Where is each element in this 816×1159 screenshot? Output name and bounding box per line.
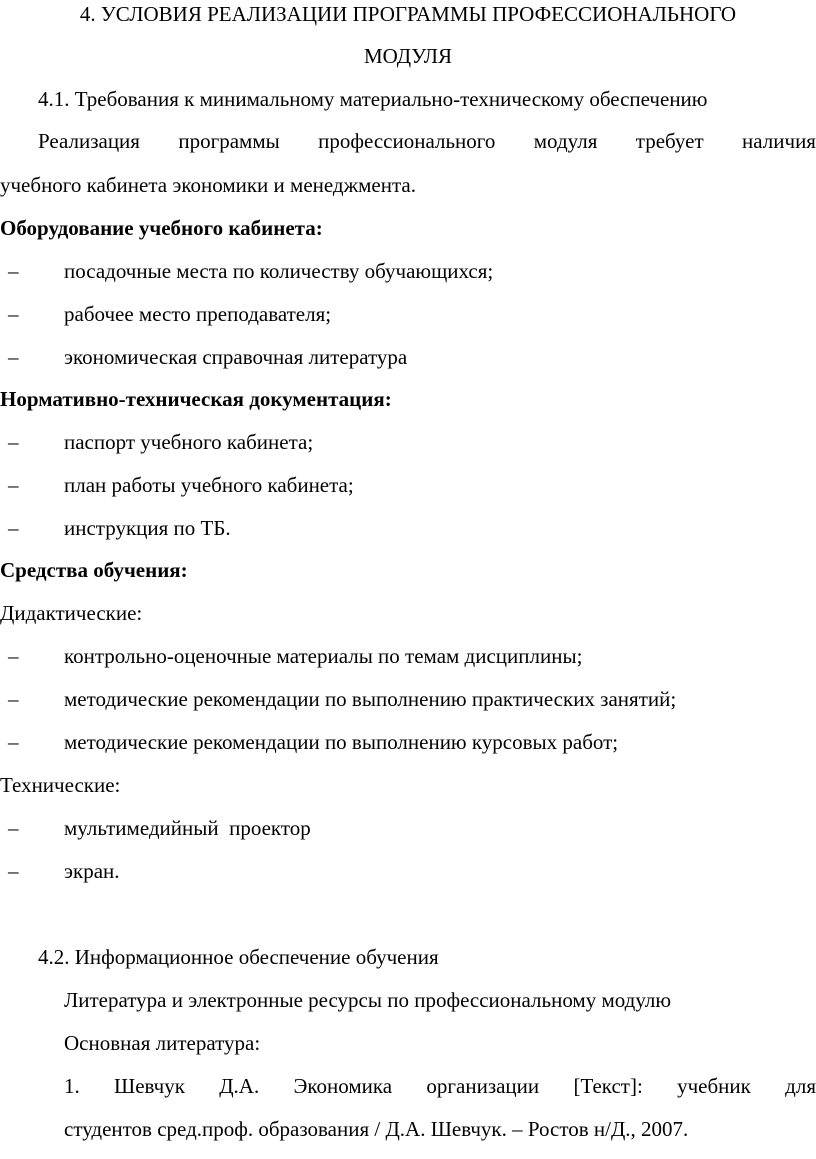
list-item-text: рабочее место преподавателя; (64, 302, 332, 326)
dash-bullet: – (8, 816, 19, 840)
list-item-text: методические рекомендации по выполнению курсовых работ; (64, 730, 619, 754)
list-item-text: посадочные места по количеству обучающихся; (64, 259, 494, 283)
intro-word: профессионального (318, 129, 496, 153)
intro-word: наличия (742, 129, 816, 153)
reference-1-line-1 (64, 1076, 816, 1097)
dash-bullet: – (8, 859, 19, 883)
reference-word: учебник (677, 1074, 751, 1098)
dash-bullet: – (8, 430, 19, 454)
dash-bullet: – (8, 644, 19, 668)
subsection-4-1-heading: 4.1. Требования к минимальному материально-техническому обеспечению (38, 87, 708, 111)
intro-paragraph-line-2: учебного кабинета экономики и менеджмента. (0, 173, 416, 197)
list-item-text: экран. (64, 859, 120, 883)
subsection-4-2-heading: 4.2. Информационное обеспечение обучения (38, 945, 439, 969)
reference-word: 1. (64, 1074, 80, 1098)
intro-word: требует (635, 129, 704, 153)
dash-bullet: – (8, 687, 19, 711)
dash-bullet: – (8, 473, 19, 497)
list-item-text: план работы учебного кабинета; (64, 473, 354, 497)
section-title-line-2: МОДУЛЯ (363, 44, 453, 68)
reference-word: Д.А. (219, 1074, 260, 1098)
list-item-text: инструкция по ТБ. (64, 516, 231, 540)
reference-1-line-2: студентов сред.проф. образования / Д.А. Шевчук. – Ростов н/Д., 2007. (64, 1117, 689, 1141)
technical-label: Технические: (0, 773, 121, 797)
intro-paragraph-line-1 (38, 131, 816, 152)
list-item-text: паспорт учебного кабинета; (64, 430, 314, 454)
list-item-text: методические рекомендации по выполнению практических занятий; (64, 687, 677, 711)
dash-bullet: – (8, 259, 19, 283)
reference-word: [Текст]: (573, 1074, 643, 1098)
means-heading: Средства обучения: (0, 558, 188, 582)
reference-word: Шевчук (114, 1074, 185, 1098)
list-item-text: мультимедийный проектор (64, 816, 311, 840)
reference-word: организации (426, 1074, 540, 1098)
dash-bullet: – (8, 302, 19, 326)
dash-bullet: – (8, 730, 19, 754)
didactic-label: Дидактические: (0, 601, 143, 625)
list-item-text: экономическая справочная литература (64, 345, 408, 369)
documentation-heading: Нормативно-техническая документация: (0, 387, 392, 411)
equipment-heading: Оборудование учебного кабинета: (0, 216, 323, 240)
main-literature-label: Основная литература: (64, 1031, 261, 1055)
intro-word: Реализация (38, 129, 140, 153)
literature-resources-line: Литература и электронные ресурсы по профессиональному модулю (64, 988, 672, 1012)
intro-word: модуля (533, 129, 598, 153)
dash-bullet: – (8, 516, 19, 540)
reference-word: для (785, 1074, 816, 1098)
dash-bullet: – (8, 345, 19, 369)
list-item-text: контрольно-оценочные материалы по темам дисциплины; (64, 644, 583, 668)
intro-word: программы (178, 129, 280, 153)
section-title-line-1: 4. УСЛОВИЯ РЕАЛИЗАЦИИ ПРОГРАММЫ ПРОФЕССИОНАЛЬНОГО (79, 2, 737, 26)
reference-word: Экономика (293, 1074, 393, 1098)
